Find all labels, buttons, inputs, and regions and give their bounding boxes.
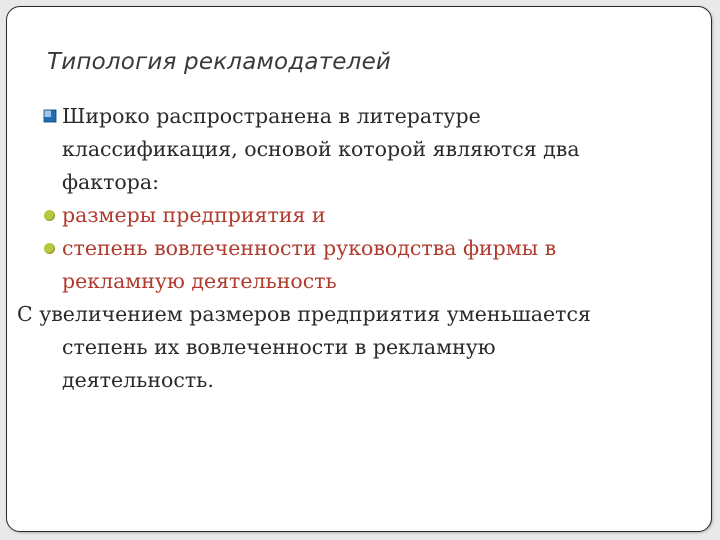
conclusion-paragraph (7, 298, 707, 397)
list-item (7, 232, 707, 298)
slide-body (7, 100, 707, 397)
paragraph-line: деятельность. (62, 368, 214, 392)
round-bullet-icon (44, 210, 55, 221)
list-item (7, 100, 707, 199)
list-item (7, 199, 707, 232)
round-bullet-icon (44, 243, 55, 254)
square-bullet-icon (43, 109, 57, 123)
paragraph-line: размеры предприятия и (62, 203, 326, 227)
paragraph-line: фактора: (62, 170, 160, 194)
paragraph-line: степень их вовлеченности в рекламную (62, 335, 496, 359)
paragraph-line: классификация, основой которой являются два (62, 137, 580, 161)
paragraph-line: степень вовлеченности руководства фирмы в (62, 236, 557, 260)
slide-title: Типология рекламодателей (47, 49, 392, 75)
paragraph-line: Широко распространена в литературе (62, 104, 481, 128)
slide (6, 6, 712, 532)
paragraph-line: рекламную деятельность (62, 269, 337, 293)
paragraph-line: С увеличением размеров предприятия уменьшается (17, 302, 591, 326)
